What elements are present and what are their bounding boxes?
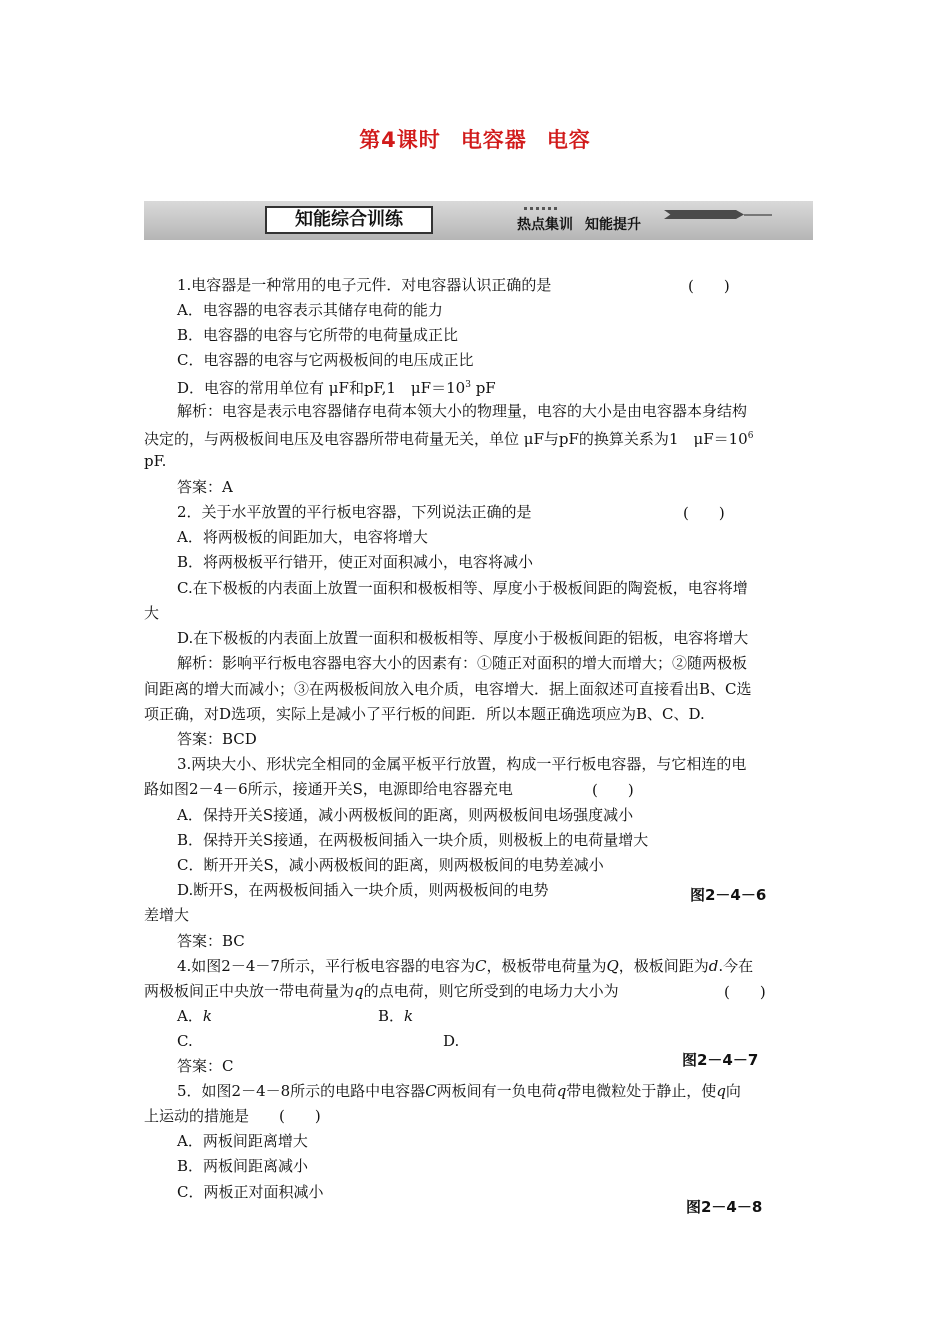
q2-answer-paren: ( ) <box>683 504 725 522</box>
title-topic-1: 电容器 <box>460 128 527 152</box>
figure-2-4-7-caption: 图2－4－7 <box>682 1051 759 1069</box>
q4-option-d: D. <box>443 1032 460 1050</box>
q4-answer: 答案：C <box>177 1057 234 1075</box>
q1-explanation-1: 解析：电容是表示电容器储存电荷本领大小的物理量，电容的大小是由电容器本身结构 <box>177 402 748 420</box>
q1-answer: 答案：A <box>177 478 233 496</box>
q2-option-d: D.在下极板的内表面上放置一面积和极板相等、厚度小于极板间距的铝板，电容将增大 <box>177 629 749 647</box>
q3-option-b: B．保持开关S接通，在两极板间插入一块介质，则极板上的电荷量增大 <box>177 831 649 849</box>
q1-explanation-3: pF. <box>144 452 167 470</box>
q4-stem-1: 4.如图2－4－7所示，平行板电容器的电容为C，极板带电荷量为Q，极板间距为d.今在 <box>177 957 754 975</box>
arrow-decoration <box>664 210 744 219</box>
q2-explanation-2: 间距离的增大而减小；③在两极板间放入电介质，电容增大．据上面叙述可直接看出B、C选 <box>144 680 752 698</box>
q2-explanation-1: 解析：影响平行板电容器电容大小的因素有：①随正对面积的增大而增大；②随两极板 <box>177 654 748 672</box>
q1-option-c: C．电容器的电容与它两极板间的电压成正比 <box>177 351 474 369</box>
q3-option-c: C．断开开关S，减小两极板间的距离，则两极板间的电势差减小 <box>177 856 604 874</box>
q3-option-d-line1: D.断开S，在两极板间插入一块介质，则两极板间的电势 <box>177 881 549 899</box>
q5-option-c: C．两板正对面积减小 <box>177 1183 324 1201</box>
figure-2-4-8-caption: 图2－4－8 <box>686 1198 763 1216</box>
section-banner <box>144 201 813 240</box>
q5-stem-1: 5．如图2－4－8所示的电路中电容器C两板间有一负电荷q带电微粒处于静止，使q向 <box>177 1082 741 1100</box>
q2-option-a: A．将两极板的间距加大，电容将增大 <box>177 528 428 546</box>
q4-answer-paren: ( ) <box>724 983 766 1001</box>
q4-option-b: B．k <box>378 1007 414 1025</box>
title-topic-2: 电容 <box>546 128 591 152</box>
banner-subtitle: 热点集训 知能提升 <box>517 217 641 233</box>
q1-option-a: A．电容器的电容表示其储存电荷的能力 <box>177 301 443 319</box>
rule-decoration <box>744 214 772 216</box>
q1-option-b: B．电容器的电容与它所带的电荷量成正比 <box>177 326 459 344</box>
q3-stem-1: 3.两块大小、形状完全相同的金属平板平行放置，构成一平行板电容器，与它相连的电 <box>177 755 747 773</box>
q5-option-b: B．两板间距离减小 <box>177 1157 309 1175</box>
q2-stem: 2．关于水平放置的平行板电容器，下列说法正确的是 <box>177 503 532 521</box>
q1-answer-paren: ( ) <box>688 277 730 295</box>
q2-option-c-line2: 大 <box>144 604 160 622</box>
q4-option-c: C. <box>177 1032 193 1050</box>
q1-option-d: D．电容的常用单位有 μF和pF,1 $\mu F=10^3$ pF <box>177 379 496 397</box>
banner-background <box>144 201 813 240</box>
q4-stem-2: 两极板间正中央放一带电荷量为q的点电荷，则它所受到的电场力大小为 <box>144 982 619 1000</box>
q4-option-a: A．k <box>177 1007 212 1025</box>
dots-decoration <box>524 207 558 210</box>
banner-section-label: 知能综合训练 <box>265 206 433 234</box>
q1-explanation-2: 决定的，与两极板间电压及电容器所带电荷量无关，单位 μF与pF的换算关系为1 $\mu F=10^6$ <box>144 430 754 448</box>
q2-answer: 答案：BCD <box>177 730 257 748</box>
q3-answer: 答案：BC <box>177 932 245 950</box>
q3-stem-2: 路如图2－4－6所示，接通开关S，电源即给电容器充电 <box>144 780 513 798</box>
page-title <box>0 124 950 154</box>
q2-option-c-line1: C.在下极板的内表面上放置一面积和极板相等、厚度小于极板间距的陶瓷板，电容将增 <box>177 579 748 597</box>
lesson-number: 第4课时 <box>359 128 441 152</box>
q1-stem: 1.电容器是一种常用的电子元件．对电容器认识正确的是 <box>177 276 552 294</box>
q5-option-a: A．两板间距离增大 <box>177 1132 308 1150</box>
q5-stem-2: 上运动的措施是 ( ) <box>144 1107 321 1125</box>
q2-option-b: B．将两极板平行错开，使正对面积减小，电容将减小 <box>177 553 534 571</box>
q3-answer-paren: ( ) <box>592 781 634 799</box>
q3-option-a: A．保持开关S接通，减小两极板间的距离，则两极板间电场强度减小 <box>177 806 634 824</box>
q3-option-d-line2: 差增大 <box>144 906 190 924</box>
q2-explanation-3: 项正确，对D选项，实际上是减小了平行板的间距．所以本题正确选项应为B、C、D. <box>144 705 705 723</box>
figure-2-4-6-caption: 图2－4－6 <box>690 886 767 904</box>
